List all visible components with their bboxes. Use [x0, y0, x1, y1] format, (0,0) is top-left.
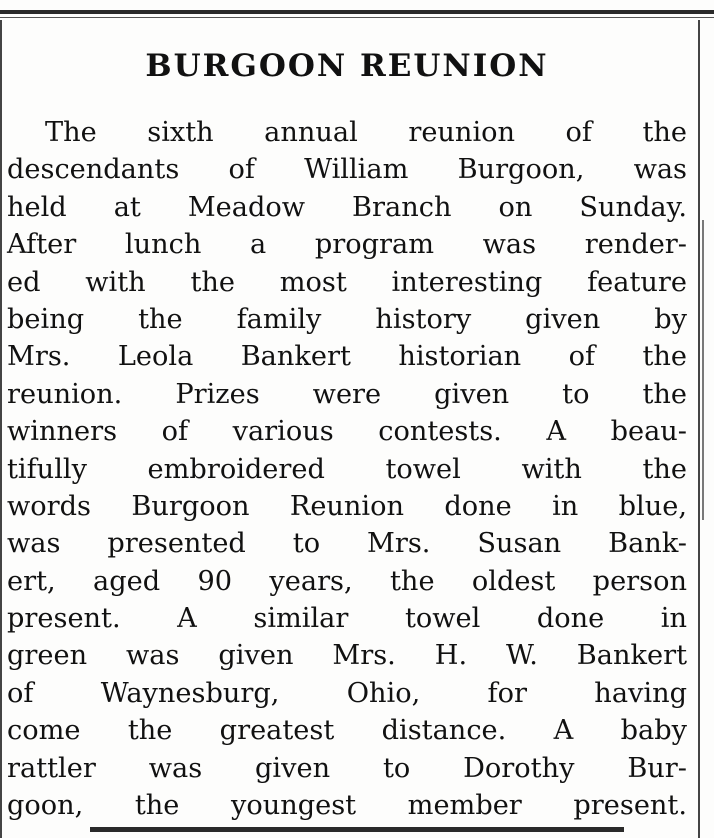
article-line: The sixth annual reunion of the [45, 117, 687, 148]
article-line: After lunch a program was render- [7, 229, 687, 261]
article-line: goon, the youngest member present. [7, 790, 687, 822]
article-line: words Burgoon Reunion done in blue, [7, 490, 687, 522]
article-line: of Waynesburg, Ohio, for having [7, 677, 687, 709]
right-column-rule [698, 20, 700, 838]
top-column-rule-thin [0, 17, 714, 18]
article-headline: BURGOON REUNION [145, 48, 549, 84]
top-column-rule [0, 10, 714, 14]
article-line: ert, aged 90 years, the oldest person [7, 565, 687, 597]
article-line: come the greatest distance. A baby [7, 715, 687, 747]
article-line: tifully embroidered towel with the [7, 453, 687, 485]
article-line: winners of various contests. A beau- [7, 416, 687, 448]
article-line: present. A similar towel done in [7, 603, 687, 635]
bottom-column-rule [90, 827, 624, 832]
article-line: ed with the most interesting feature [7, 266, 687, 298]
article-line: Mrs. Leola Bankert historian of the [7, 341, 687, 373]
article-line: green was given Mrs. H. W. Bankert [7, 640, 687, 672]
left-column-rule [0, 20, 2, 838]
article-line: being the family history given by [7, 303, 687, 335]
article-line: was presented to Mrs. Susan Bank- [7, 528, 687, 560]
article-body [7, 114, 687, 824]
adjacent-column-edge [702, 220, 712, 520]
article-line: held at Meadow Branch on Sunday. [7, 191, 687, 223]
article-line: rattler was given to Dorothy Bur- [7, 752, 687, 784]
article-line: reunion. Prizes were given to the [7, 378, 687, 410]
article-line: descendants of William Burgoon, was [7, 154, 687, 186]
